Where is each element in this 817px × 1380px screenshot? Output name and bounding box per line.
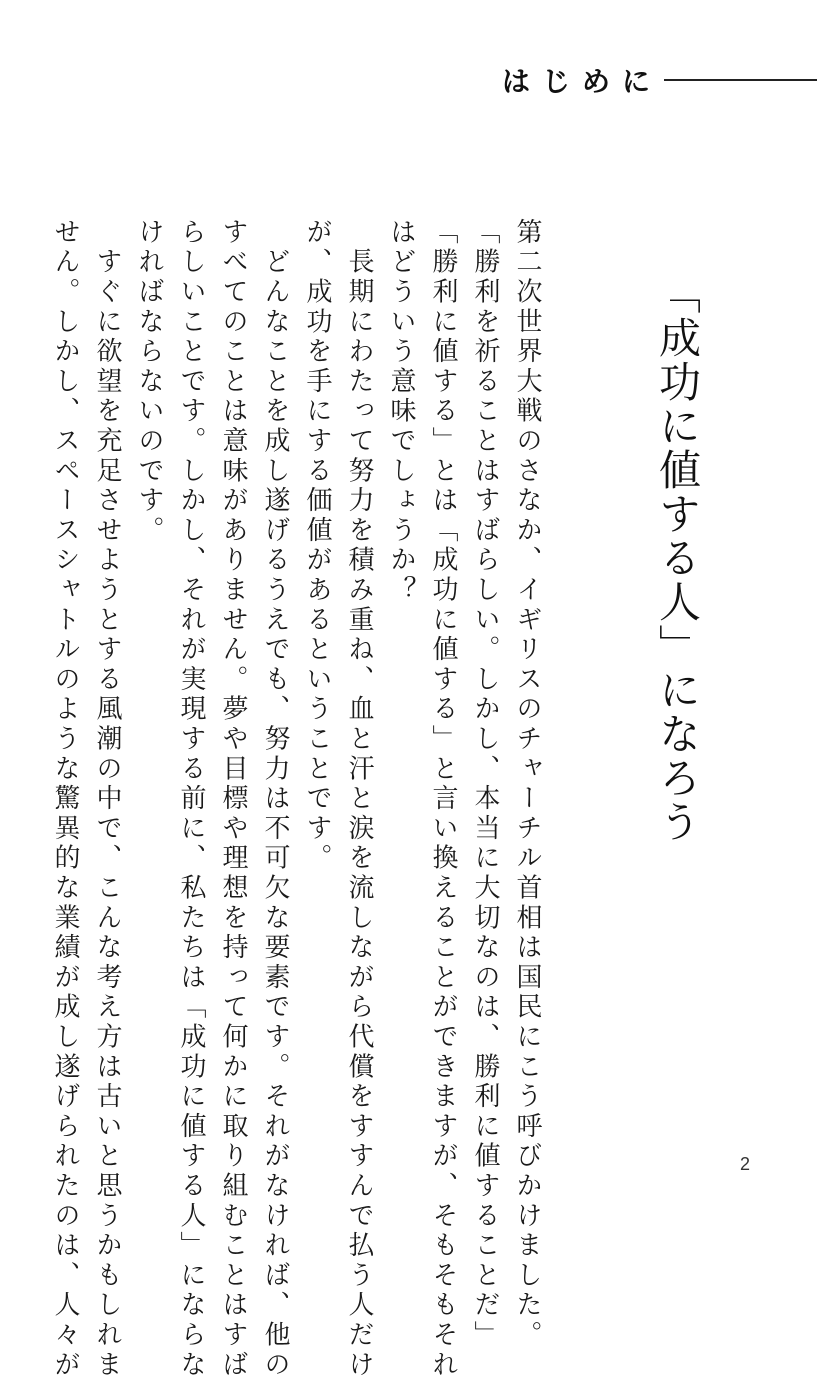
body-line: が、成功を手にする価値があるということです。 — [302, 218, 332, 874]
body-line: すぐに欲望を充足させようとする風潮の中で、こんな考え方は古いと思うかもしれま — [92, 218, 122, 1380]
body-line: はどういう意味でしょうか？ — [386, 218, 416, 606]
body-line: 長期にわたって努力を積み重ね、血と汗と涙を流しながら代償をすすんで払う人だけ — [344, 218, 374, 1380]
body-line: せん。しかし、スペースシャトルのような驚異的な業績が成し遂げられたのは、人々が — [50, 218, 80, 1380]
body-line: すべてのことは意味がありません。夢や目標や理想を持って何かに取り組むことはすば — [218, 218, 248, 1380]
body-line: 第二次世界大戦のさなか、イギリスのチャーチル首相は国民にこう呼びかけました。 — [512, 218, 542, 1351]
chapter-header-label: はじめに — [501, 65, 662, 98]
chapter-title: 「成功に値する人」になろう — [653, 272, 702, 844]
body-text — [50, 218, 548, 1380]
chapter-header — [502, 58, 817, 102]
body-line: どんなことを成し遂げるうえでも、努力は不可欠な要素です。それがなければ、他の — [260, 218, 290, 1380]
body-line: ければならないのです。 — [134, 218, 164, 546]
body-line: らしいことです。しかし、それが実現する前に、私たちは「成功に値する人」にならな — [176, 218, 206, 1380]
body-line: 「勝利に値する」とは「成功に値する」と言い換えることができますが、そもそもそれ — [428, 218, 458, 1380]
header-rule — [664, 79, 817, 81]
body-line: 「勝利を祈ることはすばらしい。しかし、本当に大切なのは、勝利に値することだ」 — [470, 218, 500, 1351]
page-number: 2 — [740, 1154, 751, 1174]
